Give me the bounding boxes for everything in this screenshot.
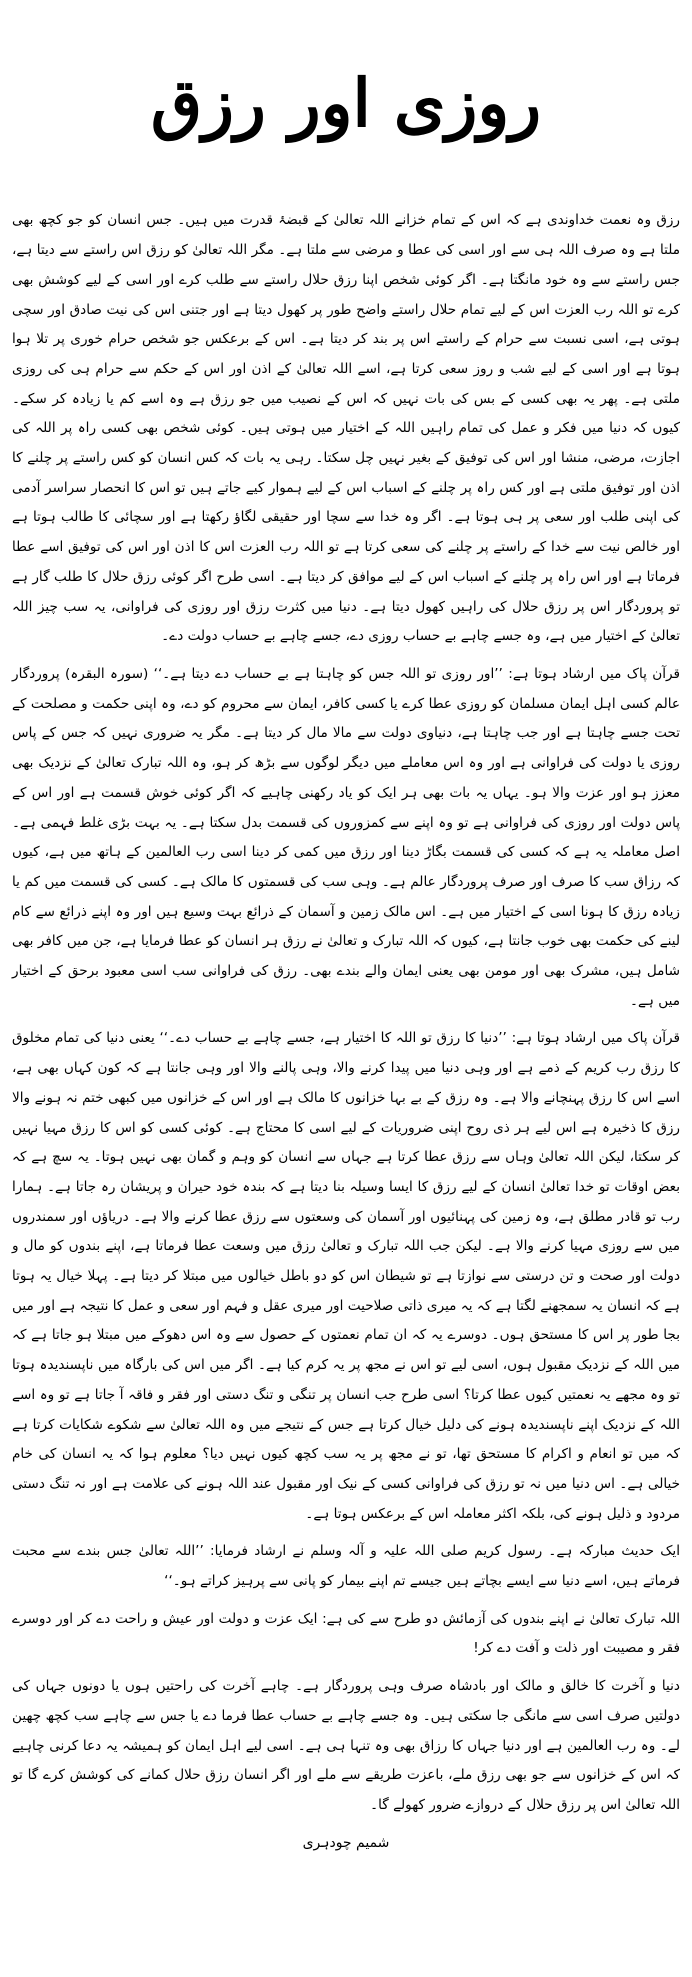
article-title: روزی اور رزق xyxy=(150,64,542,143)
paragraph-4: ایک حدیث مبارکہ ہے۔ رسول کریم صلی اللہ علیہ و آلہ وسلم نے ارشاد فرمایا: ’’اللہ تعالیٰ جس بندے سے محبت فرماتے ہیں، اسے دنیا سے ایسے بچاتے ہیں جیسے تم اپنے بیمار کو پانی سے پرہیز کراتے ہو۔‘‘ xyxy=(12,1543,680,1590)
author-signature: شمیم چودہری xyxy=(302,1834,390,1851)
paragraph-3: قرآن پاک میں ارشاد ہوتا ہے: ’’دنیا کا رزق تو اللہ کا اختیار ہے، جسے چاہے بے حساب دے۔‘‘ یعنی دنیا کی تمام مخلوق کا رزق رب کریم کے ذمے ہے اور وہی دنیا میں پیدا کرنے والا، وہی پالنے والا اور وہی جانتا ہے کہ کون کہاں بھی ہے، اسے اس کا رزق پہنچانے والا ہے۔ وہ رزق کے بے بہا خزانوں کا مالک ہے اور اس کے خزانوں میں کبھی ختم نہ ہونے والا رزق کا ذخیرہ ہے اس لیے ہر ذی روح اپنی ضروریات کے لیے اسی کا محتاج ہے۔ کوئی کسی کو اس کا رزق مہیا نہیں کر سکتا، لیکن اللہ تعالیٰ وہاں سے رزق عطا کرتا ہے جہاں سے انسان کو وہم و گمان بھی نہیں ہوتا۔ یہ سچ ہے کہ بعض اوقات تو خدا تعالیٰ انسان کے لیے رزق کا ایسا وسیلہ بنا دیتا ہے کہ بندہ خود حیران و پریشان رہ جاتا ہے۔ ہمارا رب تو قادر مطلق ہے، وہ زمین کی پہنائیوں اور آسمان کی وسعتوں سے رزق عطا کرنے والا ہے۔ دریاؤں اور سمندروں میں سے روزی مہیا کرنے والا ہے۔ لیکن جب اللہ تبارک و تعالیٰ رزق میں وسعت عطا فرماتا ہے، اپنے بندوں کو مال و دولت اور صحت و تن درستی سے نوازتا ہے تو شیطان اس کو دو باطل خیالوں میں مبتلا کر دیتا ہے۔ پہلا خیال یہ ہوتا ہے کہ انسان یہ سمجھنے لگتا ہے کہ یہ میری ذاتی صلاحیت اور میری عقل و فہم اور سعی و عمل کا نتیجہ ہے اور میں بجا طور پر اس کا مستحق ہوں۔ دوسرے یہ کہ ان تمام نعمتوں کے حصول سے وہ اس دھوکے میں مبتلا ہو جاتا ہے کہ میں اللہ کے نزدیک مقبول ہوں، اسی لیے تو اس نے مجھ پر یہ کرم کیا ہے۔ اگر میں اس کی بارگاہ میں ناپسندیدہ ہوتا تو وہ مجھے یہ نعمتیں کیوں عطا کرتا؟ اسی طرح جب انسان پر تنگی و تنگ دستی اور فقر و فاقہ آ جاتا ہے تو وہ اسے اللہ کے نزدیک اپنے ناپسندیدہ ہونے کی دلیل خیال کرتا ہے جس کے نتیجے میں وہ اللہ تعالیٰ سے شکوے شکایات کرتا ہے کہ میں تو انعام و اکرام کا مستحق تھا، تو نے مجھ پر یہ سب کچھ کیوں نہیں دیا؟ معلوم ہوا کہ یہ انسان کی خام خیالی ہے۔ اس دنیا میں نہ تو رزق کی فراوانی کسی کے نیک اور مقبول عند اللہ ہونے کی علامت ہے اور نہ تنگ دستی مردود و ذلیل ہونے کی، بلکہ اکثر معاملہ اس کے برعکس ہوتا ہے۔ xyxy=(12,1030,680,1522)
paragraph-5: اللہ تبارک تعالیٰ نے اپنے بندوں کی آزمائش دو طرح سے کی ہے: ایک عزت و دولت اور عیش و راحت دے کر اور دوسرے فقر و مصیبت اور ذلت و آفت دے کر! xyxy=(12,1610,680,1657)
paragraph-2: قرآن پاک میں ارشاد ہوتا ہے: ’’اور روزی تو اللہ جس کو چاہتا ہے بے حساب دے دیتا ہے۔‘‘ (سورہ البقرہ) پروردگار عالم کسی اہل ایمان مسلمان کو روزی عطا کرے یا کسی کافر، ایمان سے محروم کو دے، وہ اپنی حکمت و مصلحت کے تحت جسے چاہتا ہے اور جب چاہتا ہے، دنیاوی دولت سے مالا مال کر دیتا ہے۔ مگر یہ ضروری نہیں کہ جس کے پاس روزی یا دولت کی فراوانی ہے اور وہ اس معاملے میں دیگر لوگوں سے بڑھ کر ہو، وہ اللہ تبارک تعالیٰ کے نزدیک بھی معزز ہو اور عزت والا ہو۔ یہاں یہ بات بھی ہر ایک کو یاد رکھنی چاہیے کہ اگر کوئی خوش قسمت ہے اور اس کے پاس دولت اور روزی کی فراوانی ہے تو وہ اپنے سے کمزوروں کی قسمت بدل سکتا ہے۔ یہ بہت بڑی غلط فہمی ہے۔ اصل معاملہ یہ ہے کہ کسی کی قسمت بگاڑ دینا اور رزق میں کمی کر دینا اسی رب العالمین کے ہاتھ میں ہے، کیوں کہ رزاق سب کا صرف اور صرف پروردگار عالم ہے۔ وہی سب کی قسمتوں کا مالک ہے۔ کسی کی قسمت میں کم یا زیادہ رزق کا ہونا اسی کے اختیار میں ہے۔ اس مالک زمین و آسمان کے ذرائع بہت وسیع ہیں اور وہ اپنے ذرائع سے کام لینے کی حکمت بھی خوب جانتا ہے، کیوں کہ اللہ تبارک و تعالیٰ نے رزق ہر انسان کو عطا فرمایا ہے، جن میں کافر بھی شامل ہیں، مشرک بھی اور مومن بھی یعنی ایمان والے بندے بھی۔ رزق کی فراوانی سب اسی معبود برحق کے اختیار میں ہے۔ xyxy=(12,665,680,1009)
article-body xyxy=(0,206,692,1856)
paragraph-1: رزق وہ نعمت خداوندی ہے کہ اس کے تمام خزانے اللہ تعالیٰ کے قبضۂ قدرت میں ہیں۔ جس انسان کو جو کچھ بھی ملتا ہے وہ صرف اللہ ہی سے اور اسی کی عطا و مرضی سے ملتا ہے۔ مگر اللہ تعالیٰ کو رزق اس راستے سے دیتا ہے، جس راستے سے وہ خود مانگتا ہے۔ اگر کوئی شخص اپنا رزق حلال راستے سے طلب کرے اور اسی کے لیے کوشش بھی کرے تو اللہ رب العزت اس کے لیے تمام حلال راستے واضح طور پر کھول دیتا ہے اور جتنی اس کی نیت صادق اور سچی ہوتی ہے، اسی نسبت سے حرام کے راستے اس پر بند کر دیتا ہے۔ اس کے برعکس جو شخص حرام خوری پر تلا ہوا ہوتا ہے اور اسی کے لیے شب و روز سعی کرتا ہے، اسے اللہ تعالیٰ کے اذن اور اس کے حکم سے حرام ہی کی روزی ملتی ہے۔ پھر یہ بھی کسی کے بس کی بات نہیں کہ اس کے نصیب میں جو رزق ہے وہ اسے کم یا زیادہ کر سکے۔ کیوں کہ دنیا میں فکر و عمل کی تمام راہیں اللہ کے اختیار میں ہوتی ہیں۔ کوئی شخص بھی کسی راہ پر اللہ کی اجازت، مرضی، منشا اور اس کی توفیق کے بغیر نہیں چل سکتا۔ رہی یہ بات کہ کس انسان کو کس راستے پر چلنے کا اذن اور توفیق ملتی ہے اور کس راہ پر چلنے کے اسباب اس کے لیے ہموار کیے جاتے ہیں تو اس کا انحصار سراسر آدمی کی اپنی طلب اور سعی پر ہی ہوتا ہے۔ اگر وہ خدا سے سچا اور حقیقی لگاؤ رکھتا ہے اور سچائی کا طالب ہوتا ہے اور خالص نیت سے خدا کے راستے پر چلنے کی سعی کرتا ہے تو اللہ رب العزت اس کا اذن اور اس کی توفیق اسے عطا فرماتا ہے اور اس راہ پر چلنے کے اسباب اس کے لیے موافق کر دیتا ہے۔ اسی طرح اگر کوئی رزق حلال کا طلب گار ہے تو پروردگار اس پر رزق حلال کی راہیں کھول دیتا ہے۔ دنیا میں کثرت رزق اور روزی کی فراوانی، یہ سب چیز اللہ تعالیٰ کے اختیار میں ہے، وہ جسے چاہے بے حساب روزی دے، جسے چاہے بے حساب دولت دے۔ xyxy=(12,212,680,645)
paragraph-6: دنیا و آخرت کا خالق و مالک اور بادشاہ صرف وہی پروردگار ہے۔ چاہے آخرت کی راحتیں ہوں یا دونوں جہاں کی دولتیں صرف اسی سے مانگی جا سکتی ہیں۔ وہ جسے چاہے بے حساب عطا فرما دے یا جس سے چاہے سب کچھ چھین لے۔ وہ رب العالمین ہے اور دنیا جہاں کا رزاق بھی وہ تنہا ہی ہے۔ اسی لیے اہل ایمان کو ہمیشہ یہ دعا کرنی چاہیے کہ اس کے خزانوں سے جو بھی رزق ملے، باعزت طریقے سے ملے اور اگر انسان رزق حلال کمانے کی کوشش کرے گا تو اللہ تعالیٰ اس پر رزق حلال کے دروازے ضرور کھولے گا۔ xyxy=(12,1678,680,1813)
